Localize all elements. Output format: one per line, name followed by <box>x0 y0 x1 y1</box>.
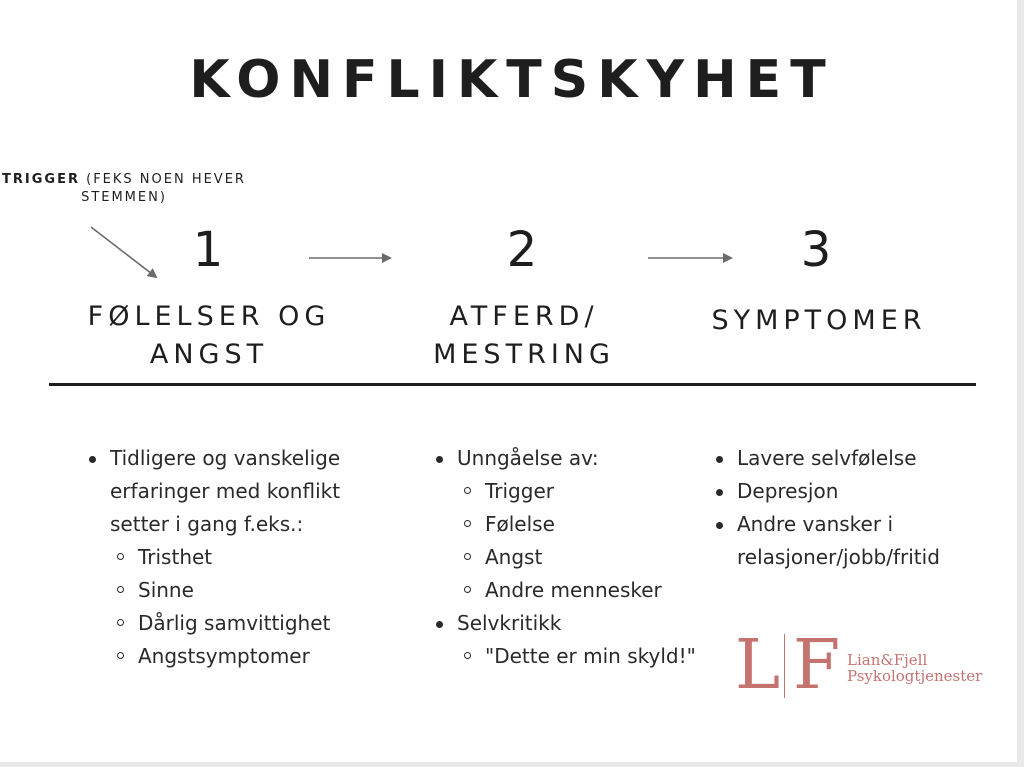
logo-line-1: Lian&Fjell <box>847 651 928 669</box>
step-number-1: 1 <box>192 222 224 278</box>
trigger-rest: (FEKS NOEN HEVER STEMMEN) <box>79 172 246 205</box>
logo-divider <box>784 634 785 698</box>
step-heading-3: SYMPTOMER <box>711 305 927 336</box>
sub-list-item: Trigger <box>431 475 711 508</box>
sub-list-item: Andre mennesker <box>431 574 711 607</box>
brand-logo <box>733 626 993 705</box>
sub-list-item: Angst <box>431 541 711 574</box>
list-item: Selvkritikk <box>431 607 711 640</box>
step-heading-1: FØLELSER OG ANGST <box>87 301 331 370</box>
sub-list-item: Sinne <box>84 574 384 607</box>
list-item: Andre vansker i relasjoner/jobb/fritid <box>711 508 971 574</box>
list-item: Depresjon <box>711 475 971 508</box>
column-2 <box>431 442 711 673</box>
divider <box>49 383 976 386</box>
sub-list-item: "Dette er min skyld!" <box>431 640 711 673</box>
sub-list-item: Angstsymptomer <box>84 640 384 673</box>
bullet-list <box>431 442 711 673</box>
step-number-3: 3 <box>800 222 832 278</box>
list-item: Unngåelse av: <box>431 442 711 475</box>
bullet-list <box>84 442 384 673</box>
logo-letter-f: F <box>793 626 841 705</box>
list-item: Tidligere og vanskelige erfaringer med konflikt setter i gang f.eks.: <box>84 442 384 541</box>
trigger-bold: TRIGGER <box>2 172 80 187</box>
trigger-arrow <box>91 227 156 277</box>
page-title: KONFLIKTSKYHET <box>189 50 835 110</box>
logo-letter-l: L <box>735 626 781 705</box>
sub-list-item: Tristhet <box>84 541 384 574</box>
column-3 <box>711 442 971 574</box>
list-item: Lavere selvfølelse <box>711 442 971 475</box>
trigger-label <box>0 171 248 207</box>
step-heading-2: ATFERD/ MESTRING <box>433 301 615 370</box>
step-number-2: 2 <box>506 222 538 278</box>
logo-text <box>847 652 982 684</box>
logo-line-2: Psykologtjenester <box>847 667 983 685</box>
sub-list-item: Følelse <box>431 508 711 541</box>
column-1 <box>84 442 384 673</box>
bullet-list <box>711 442 971 574</box>
sub-list-item: Dårlig samvittighet <box>84 607 384 640</box>
